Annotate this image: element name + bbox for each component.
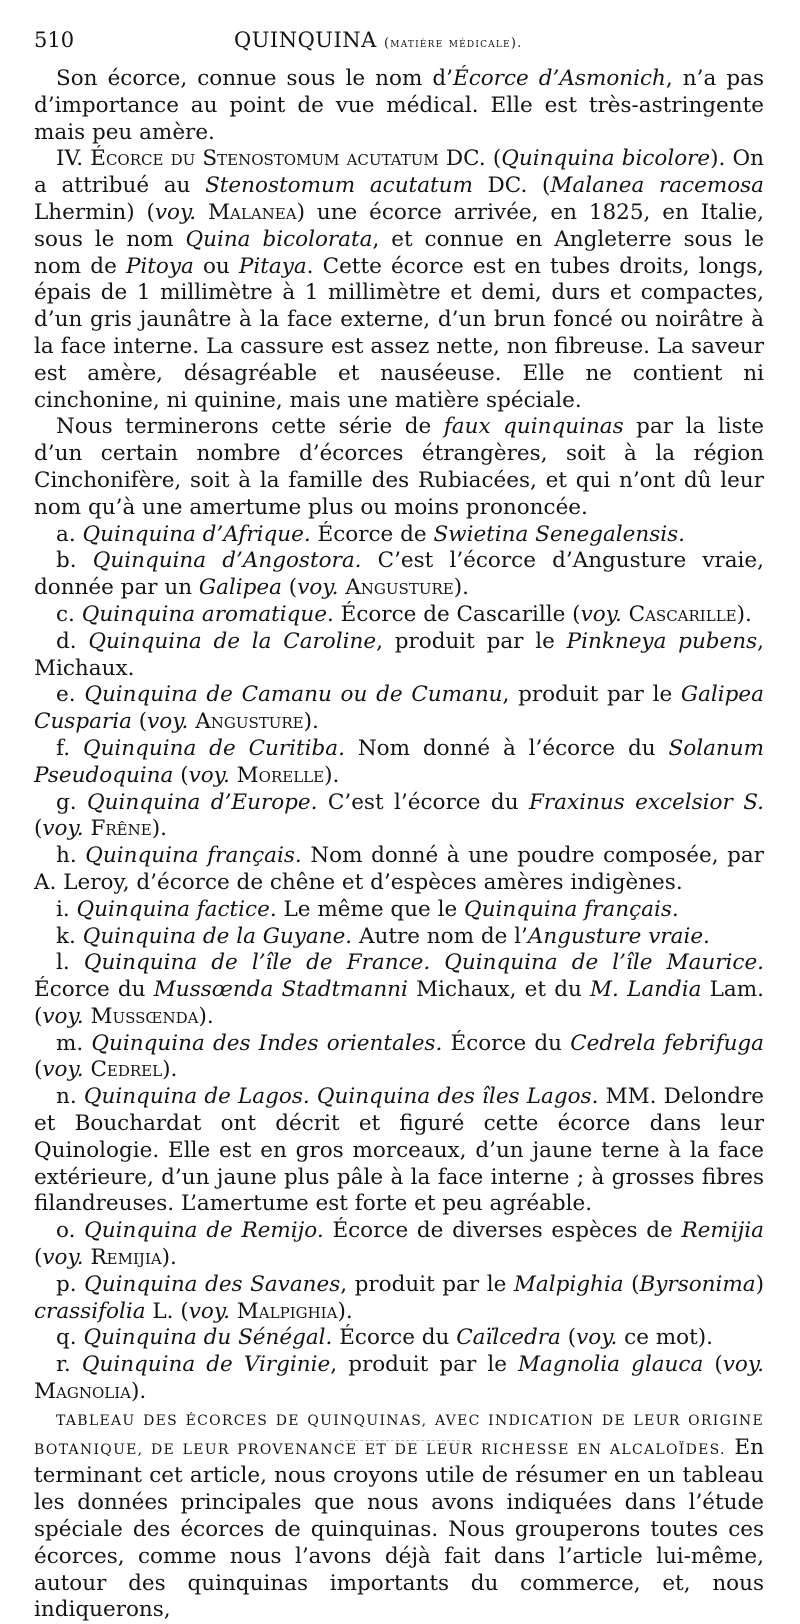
text-run: f. [56, 735, 83, 761]
text-run: C’est l’écorce d’Angusture vraie, donnée par un [34, 548, 764, 601]
paragraph [34, 414, 764, 521]
text-run: ( [281, 575, 298, 601]
italic-run: voy. [42, 1003, 84, 1029]
paragraph-section-iv [34, 146, 764, 414]
italic-run: Quinquina d’Angostora. [92, 548, 362, 574]
smallcaps-run: Morelle [236, 762, 325, 788]
italic-run: Quinquina français. [464, 896, 679, 922]
list-item-c [34, 602, 764, 629]
italic-run: Mussœnda Stadtmanni [153, 977, 408, 1003]
text-run [230, 1299, 237, 1324]
italic-run: Quinquina de Remijo. [84, 1218, 324, 1244]
text-run: h. [56, 843, 86, 869]
text-run: Nom donné à une poudre composée, par A. Leroy, d’écorce de chêne et d’espèces amères indigènes. [34, 843, 764, 895]
text-run: Écorce du [34, 977, 154, 1003]
text-run: DC. ( [438, 146, 502, 172]
text-run: ). [130, 1379, 147, 1405]
italic-run: Quinquina d’Europe. [87, 789, 318, 815]
italic-run: Caïlcedra [456, 1325, 561, 1351]
text-run: ). [453, 575, 469, 601]
text-run: Michaux, et du [407, 977, 591, 1003]
italic-run: voy. [297, 575, 339, 601]
smallcaps-run: Écorce du Stenostomum acutatum [90, 146, 439, 172]
italic-run: Solanum Pseudoquina [34, 735, 764, 788]
list-item-q [34, 1325, 764, 1352]
text-run: MM. Delondre et Bouchardat ont décrit et figuré cette écorce dans leur Quinologie. Elle est en gros morceaux, d’un jaune terne à la face extérieure, d’un jaune plus pâle à la face interne ; à grosses fibres filandreuses. L’amertume est forte et peu agréable. [34, 1084, 764, 1217]
smallcaps-run: Frêne [90, 816, 152, 842]
text-run [230, 763, 237, 788]
text-run: DC. ( [472, 173, 551, 199]
text-run: En terminant cet article, nous croyons utile de résumer en un tableau les données principales que nous avons indiquées dans l’étude spéciale des écorces de quinquinas. Nous grouperons toutes ces écorces, comme nous l’avons déjà fait dans l’article lui-même, autour des quinquinas importants du commerce, et, nous indiquerons, [34, 1434, 764, 1623]
text-run: ). [303, 709, 319, 735]
text-run: p. [56, 1271, 85, 1297]
text-run: , produit par le [340, 1271, 514, 1297]
italic-run: Quinquina des Savanes [84, 1271, 341, 1297]
text-run: k. [56, 923, 83, 949]
italic-run: Quinquina de la Guyane. [82, 923, 353, 949]
text-run: , produit par le [376, 628, 567, 654]
text-run: r. [56, 1352, 82, 1378]
text-run: b. [56, 548, 93, 574]
italic-run: Pitoya [125, 253, 194, 279]
list-item-k [34, 924, 764, 951]
text-run: C’est l’écorce du [317, 789, 529, 815]
smallcaps-run: Cascarille [628, 601, 737, 627]
text-run: L. ( [145, 1298, 189, 1324]
italic-run: M. Landia [590, 977, 702, 1003]
italic-run: Quinquina de Virginie [81, 1352, 331, 1378]
list-item-r [34, 1352, 764, 1406]
list-item-f [34, 736, 764, 790]
italic-run: voy. [154, 199, 197, 225]
italic-run: Quinquina français. [85, 843, 302, 869]
italic-run: Stenostomum acutatum [205, 173, 473, 199]
italic-run: Angusture vraie. [527, 923, 710, 949]
text-run: Écorce de Cascarille ( [333, 601, 581, 627]
text-run: ). [736, 601, 752, 627]
list-item-g [34, 790, 764, 844]
italic-run: crassifolia [34, 1298, 146, 1324]
smallcaps-run: Malanea [208, 199, 297, 225]
smallcaps-run: Malpighia [236, 1298, 338, 1324]
text-run: ce mot). [617, 1325, 713, 1351]
smallcaps-run: Remijia [90, 1245, 162, 1271]
italic-run: Magnolia glauca [518, 1352, 704, 1378]
italic-run: Galipea Cusparia [34, 682, 764, 735]
text-run: . Cette écorce est en tubes droits, longs, épais de 1 millimètre à 1 millimètre et demi, durs et compactes, d’un gris jaunâtre à la face externe, d’un brun foncé ou noirâtre à la face interne. La cassure est assez nette, non fibreuse. La saveur est amère, désagréable et nauséeuse. Elle ne contient ni cinchonine, ni quinine, mais une matière spéciale. [34, 253, 764, 413]
text-run: d. [56, 628, 89, 654]
text-run: IV. [56, 146, 91, 172]
italic-run: faux quinquinas [443, 414, 624, 440]
italic-run: Byrsonima [639, 1271, 756, 1297]
list-item-m [34, 1031, 764, 1085]
italic-run: Galipea [198, 575, 282, 601]
paragraph [34, 66, 764, 146]
list-item-b [34, 548, 764, 602]
text-run: ( [34, 816, 43, 842]
italic-run: Quinquina d’Afrique. [82, 521, 311, 547]
italic-run: Quinquina factice. [76, 896, 277, 922]
text-run: Lam. ( [34, 977, 764, 1029]
italic-run: voy. [42, 1245, 84, 1271]
text-run: ( [34, 1057, 43, 1083]
text-run: , Michaux. [34, 628, 764, 681]
text-run: Écorce du [442, 1030, 571, 1056]
text-run: i. [56, 896, 77, 922]
list-item-o [34, 1218, 764, 1272]
running-title [234, 28, 522, 52]
italic-run: voy. [722, 1352, 764, 1378]
text-run: ( [131, 709, 148, 735]
italic-run: voy. [580, 601, 622, 627]
italic-run: Fraxinus excelsior S. [528, 789, 764, 815]
section-heading-run: TABLEAU DES ÉCORCES DE QUINQUINAS, AVEC INDICATION DE LEUR ORIGINE BOTANIQUE, DE LEUR PROVENANCE ET DE LEUR RICHESSE EN ALCALOÏDES. [34, 1412, 764, 1458]
text-run: Autre nom de l’ [352, 923, 528, 949]
text-run: Écorce de diverses espèces de [323, 1218, 682, 1244]
italic-run: Quinquina des Indes orientales. [91, 1030, 443, 1056]
text-run: o. [56, 1218, 85, 1244]
italic-run: voy. [576, 1325, 618, 1351]
smallcaps-run: Cedrel [90, 1057, 163, 1083]
list-item-d [34, 629, 764, 683]
list-item-e [34, 682, 764, 736]
smallcaps-run: Angusture [195, 709, 304, 735]
list-item-a [34, 522, 764, 549]
text-run: ( [703, 1352, 723, 1378]
body-text [34, 66, 764, 1624]
italic-run: Écorce d’Asmonich [453, 66, 666, 91]
text-run: ). [161, 1245, 177, 1271]
smallcaps-run: Magnolia [34, 1379, 131, 1405]
text-run: ( [173, 762, 189, 788]
list-item-l [34, 950, 764, 1030]
text-run: ). [151, 816, 167, 842]
text-run: Nous terminerons cette série de [56, 414, 444, 440]
text-run: ). On a attribué au [34, 146, 765, 199]
text-run: Nom donné à l’écorce du [344, 735, 669, 761]
text-run: e. [56, 682, 85, 708]
text-run: ). [198, 1003, 214, 1029]
italic-run: voy. [42, 1057, 84, 1083]
page-number: 510 [34, 28, 75, 52]
text-run: q. [56, 1325, 84, 1351]
text-run: , et connue en Angleterre sous le nom de [34, 226, 764, 279]
italic-run: Quinquina de Curitiba. [82, 735, 345, 761]
text-run: Son écorce, connue sous le nom d’ [56, 66, 453, 91]
italic-run: voy. [188, 1298, 230, 1324]
italic-run: Malpighia [513, 1271, 624, 1297]
italic-run: Quina bicolorata [185, 226, 373, 252]
text-run: ). [324, 762, 340, 788]
text-run: m. [56, 1030, 92, 1056]
smallcaps-run: Mussœnda [90, 1003, 199, 1029]
text-run [196, 200, 208, 225]
running-title-main: QUINQUINA [234, 28, 377, 52]
italic-run: voy. [147, 709, 189, 735]
italic-run: Quinquina bicolore [501, 146, 711, 172]
italic-run: Swietina Senegalensis. [433, 521, 686, 547]
list-item-p [34, 1272, 764, 1326]
text-run: Écorce du [332, 1325, 457, 1351]
text-run: , n’a pas d’importance au point de vue médical. Elle est très-astringente mais peu amère. [34, 66, 764, 145]
italic-run: Quinquina de Camanu ou de Cumanu [84, 682, 503, 708]
text-run: n. [56, 1084, 84, 1110]
text-run: ou [193, 253, 239, 279]
italic-run: Quinquina de l’île de France. Quinquina de l’île Maurice. [83, 950, 765, 976]
text-run: Lhermin) ( [34, 199, 155, 225]
italic-run: Quinquina de Lagos. Quinquina des îles Lagos. [83, 1084, 599, 1110]
italic-run: Quinquina de la Caroline [88, 628, 377, 654]
text-run: a. [56, 521, 83, 547]
text-run: , produit par le [502, 682, 681, 708]
italic-run: Pinkneya pubens [566, 628, 758, 654]
italic-run: Malanea racemosa [550, 173, 764, 199]
italic-run: Pitaya [238, 253, 307, 279]
text-run: ) une écorce arrivée, en 1825, en Italie, sous le nom [34, 199, 764, 252]
list-item-h [34, 843, 764, 897]
text-run: ( [34, 1245, 43, 1271]
italic-run: Quinquina aromatique. [81, 601, 334, 627]
italic-run: voy. [42, 816, 84, 842]
footer-rule [340, 1440, 460, 1442]
text-run [622, 602, 629, 627]
text-run: ( [623, 1271, 640, 1297]
italic-run: Cedrela febrifuga [570, 1030, 765, 1056]
text-run: ) [755, 1271, 764, 1297]
paragraph-tableau [34, 1406, 764, 1624]
text-run: l. [56, 950, 84, 976]
text-run: ). [162, 1057, 178, 1083]
running-title-sub: (matière médicale). [384, 36, 523, 51]
italic-run: Remijia [681, 1218, 764, 1244]
text-run: Écorce de [310, 521, 434, 547]
italic-run: voy. [188, 762, 230, 788]
text-run: par la liste d’un certain nombre d’écorces étrangères, soit à la région Cinchonifère, soit à la famille des Rubiacées, et qui n’ont dû leur nom qu’à une amertume plus ou moins prononcée. [34, 414, 764, 520]
text-run: Le même que le [276, 896, 464, 922]
text-run: g. [56, 789, 88, 815]
text-run: c. [56, 601, 82, 627]
text-run: ). [337, 1298, 353, 1324]
text-run: ( [560, 1325, 577, 1351]
list-item-n [34, 1084, 764, 1218]
running-header [34, 28, 764, 62]
smallcaps-run: Angusture [345, 575, 454, 601]
list-item-i [34, 897, 764, 924]
text-run: , produit par le [330, 1352, 519, 1378]
italic-run: Quinquina du Sénégal. [83, 1325, 333, 1351]
